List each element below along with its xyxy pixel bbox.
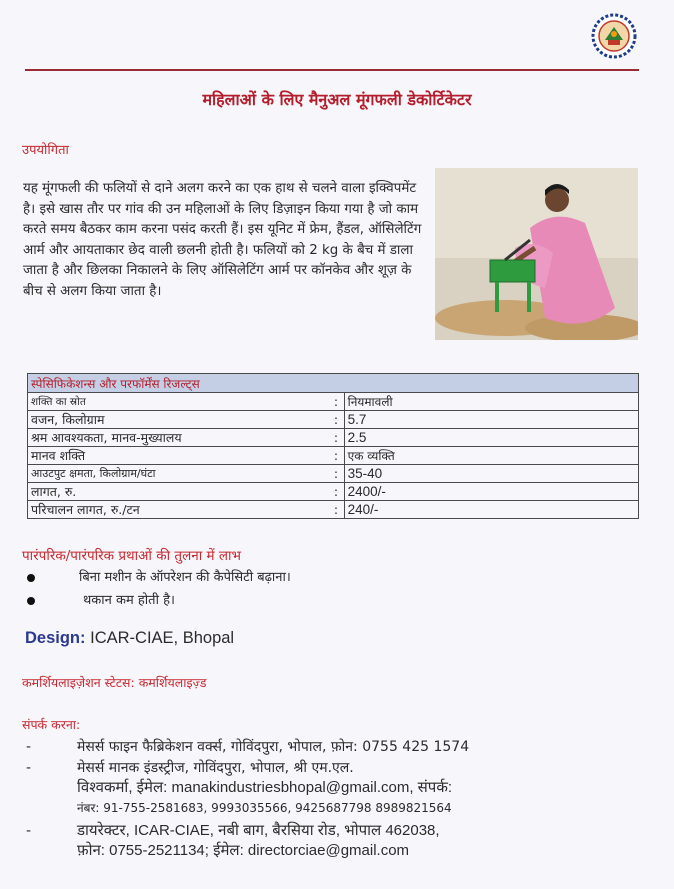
utility-heading: उपयोगिता (22, 143, 69, 158)
spec-separator: : (328, 393, 344, 411)
spec-row (28, 483, 639, 501)
spec-table-header (28, 374, 639, 393)
spec-separator: : (328, 483, 344, 501)
design-label: Design: (25, 629, 86, 647)
spec-label: शक्ति का स्रोत (28, 393, 329, 411)
spec-separator: : (328, 501, 344, 519)
spec-label: मानव शक्ति (28, 447, 329, 465)
spec-separator: : (328, 411, 344, 429)
specifications-table (27, 373, 639, 519)
icar-ciae-logo (591, 13, 637, 59)
spec-value: 240/- (344, 501, 638, 519)
spec-value: नियमावली (344, 393, 638, 411)
dash-marker: - (26, 823, 32, 839)
contact-entry (26, 737, 469, 757)
spec-value: 2.5 (344, 429, 638, 447)
header-divider (25, 69, 639, 71)
utility-description: यह मूंगफली की फलियों से दाने अलग करने का एक हाथ से चलने वाला इक्विपमेंट है। इसे खास तौर पर गांव की उन महिलाओं के लिए डिज़ाइन किया गया है जो काम करते समय बैठकर काम करना पसंद करती हैं। इस यूनिट में फ्रेम, हैंडल, ऑसिलेटिंग आर्म और आयताकार छेद वाली छलनी होती है। फलियों को 2 kg के बैच में डाला जाता है और छिलका निकालने के लिए ऑसिलेटिंग आर्म पर कॉनकेव और शूज़ के बीच से अलग किया जाता है। (23, 181, 422, 299)
contact-heading: संपर्क करना: (22, 717, 81, 732)
contact-line: मेसर्स फाइन फैब्रिकेशन वर्क्स, गोविंदपुरा, भोपाल, फ़ोन: 0755 425 1574 (77, 739, 470, 755)
spec-label: वजन, किलोग्राम (28, 411, 329, 429)
spec-row (28, 411, 639, 429)
design-credit (25, 629, 234, 648)
contact-line: नंबर: 91-755-2581683, 9993035566, 9425687798 8989821564 (77, 801, 452, 815)
contact-line: फ़ोन: 0755-2521134; ईमेल: directorciae@gmail.com (77, 842, 410, 859)
decorticator-photo (435, 168, 638, 340)
spec-row (28, 465, 639, 483)
page-title: महिलाओं के लिए मैनुअल मूंगफली डेकोर्टिकेटर (202, 90, 472, 109)
contact-line: डायरेक्टर, ICAR-CIAE, नबी बाग, बैरसिया रोड, भोपाल 462038, (77, 822, 440, 839)
spec-value: 5.7 (344, 411, 638, 429)
benefit-item (27, 590, 175, 608)
spec-separator: : (328, 429, 344, 447)
spec-row (28, 393, 639, 411)
spec-label: आउटपुट क्षमता, किलोग्राम/घंटा (28, 465, 329, 483)
spec-separator: : (328, 447, 344, 465)
spec-value: 35-40 (344, 465, 638, 483)
spec-row (28, 501, 639, 519)
contact-entry (26, 821, 440, 861)
contact-entry (26, 758, 452, 818)
spec-row (28, 447, 639, 465)
contact-line: मेसर्स मानक इंडस्ट्रीज, गोविंदपुरा, भोपाल, श्री एम.एल. (77, 760, 354, 776)
benefits-heading: पारंपरिक/पारंपरिक प्रथाओं की तुलना में लाभ (22, 548, 242, 564)
bullet-icon (27, 574, 35, 582)
spec-value: 2400/- (344, 483, 638, 501)
spec-label: परिचालन लागत, रु./टन (28, 501, 329, 519)
bullet-icon (27, 597, 35, 605)
spec-row (28, 429, 639, 447)
benefit-text: बिना मशीन के ऑपरेशन की कैपेसिटी बढ़ाना। (79, 570, 291, 585)
spec-value: एक व्यक्ति (344, 447, 638, 465)
dash-marker: - (26, 739, 32, 755)
spec-label: लागत, रु. (28, 483, 329, 501)
contact-line: विश्वकर्मा, ईमेल: manakindustriesbhopal@gmail.com, संपर्क: (77, 779, 453, 796)
spec-heading: स्पेसिफिकेशन्स और परफॉर्मेंस रिजल्ट्स (28, 374, 639, 393)
dash-marker: - (26, 760, 32, 776)
commercialization-status: कमर्शियलाइज़ेशन स्टेटस: कमर्शियलाइज़्ड (22, 675, 207, 690)
spec-separator: : (328, 465, 344, 483)
spec-label: श्रम आवश्यकता, मानव-मुख्यालय (28, 429, 329, 447)
benefit-item (27, 567, 291, 585)
design-value: ICAR-CIAE, Bhopal (90, 629, 235, 647)
benefit-text: थकान कम होती है। (83, 593, 175, 608)
